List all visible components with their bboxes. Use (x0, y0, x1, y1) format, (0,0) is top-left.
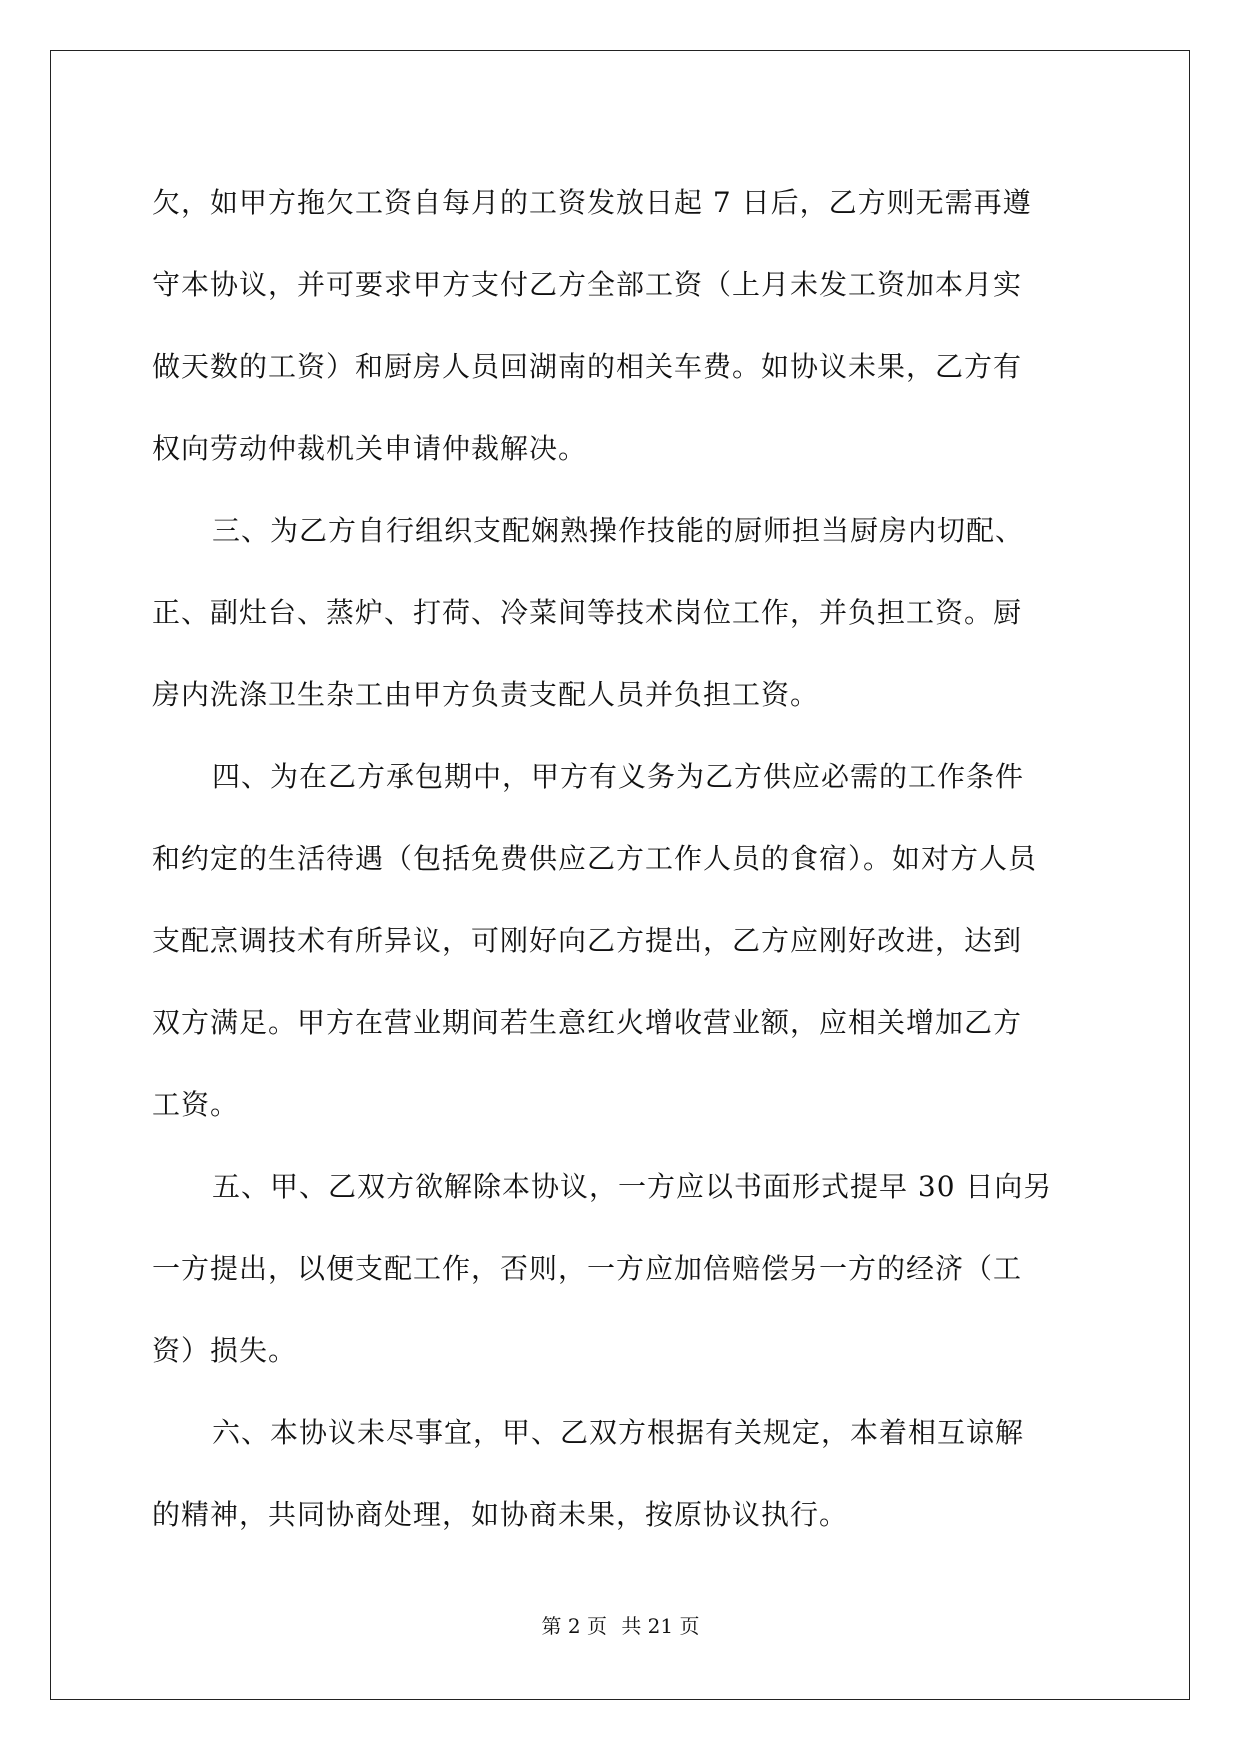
paragraph-line: 六、本协议未尽事宜，甲、乙双方根据有关规定，本着相互谅解 (212, 1416, 1025, 1449)
paragraph-line: 守本协议，并可要求甲方支付乙方全部工资（上月未发工资加本月实 (152, 268, 1023, 301)
paragraph-line: 支配烹调技术有所异议，可刚好向乙方提出，乙方应刚好改进，达到 (152, 924, 1023, 957)
paragraph-2 (152, 490, 1092, 736)
paragraph-line: 一方提出，以便支配工作，否则，一方应加倍赔偿另一方的经济（工 (152, 1252, 1023, 1285)
page-number: 第 2 页 (541, 1614, 607, 1638)
paragraph-line: 资）损失。 (152, 1334, 298, 1367)
paragraph-line: 房内洗涤卫生杂工由甲方负责支配人员并负担工资。 (152, 678, 820, 711)
paragraph-line: 做天数的工资）和厨房人员回湖南的相关车费。如协议未果，乙方有 (152, 350, 1023, 383)
paragraph-line: 三、为乙方自行组织支配娴熟操作技能的厨师担当厨房内切配、 (212, 514, 1025, 547)
paragraph-line: 正、副灶台、蒸炉、打荷、冷菜间等技术岗位工作，并负担工资。厨 (152, 596, 1023, 629)
paragraph-line: 欠，如甲方拖欠工资自每月的工资发放日起 7 日后，乙方则无需再遵 (152, 186, 1032, 219)
paragraph-line: 的精神，共同协商处理，如协商未果，按原协议执行。 (152, 1498, 849, 1531)
paragraph-4 (152, 1146, 1092, 1392)
paragraph-1 (152, 162, 1092, 490)
document-body (152, 162, 1092, 1556)
paragraph-line: 工资。 (152, 1088, 240, 1121)
page-total: 共 21 页 (621, 1614, 700, 1638)
paragraph-line: 权向劳动仲裁机关申请仲裁解决。 (152, 432, 588, 465)
page-footer (0, 1610, 1241, 1639)
paragraph-line: 五、甲、乙双方欲解除本协议，一方应以书面形式提早 30 日向另 (212, 1170, 1053, 1203)
paragraph-5 (152, 1392, 1092, 1556)
paragraph-line: 双方满足。甲方在营业期间若生意红火增收营业额，应相关增加乙方 (152, 1006, 1023, 1039)
paragraph-3 (152, 736, 1092, 1146)
paragraph-line: 和约定的生活待遇（包括免费供应乙方工作人员的食宿）。如对方人员 (152, 842, 1038, 875)
paragraph-line: 四、为在乙方承包期中，甲方有义务为乙方供应必需的工作条件 (212, 760, 1025, 793)
